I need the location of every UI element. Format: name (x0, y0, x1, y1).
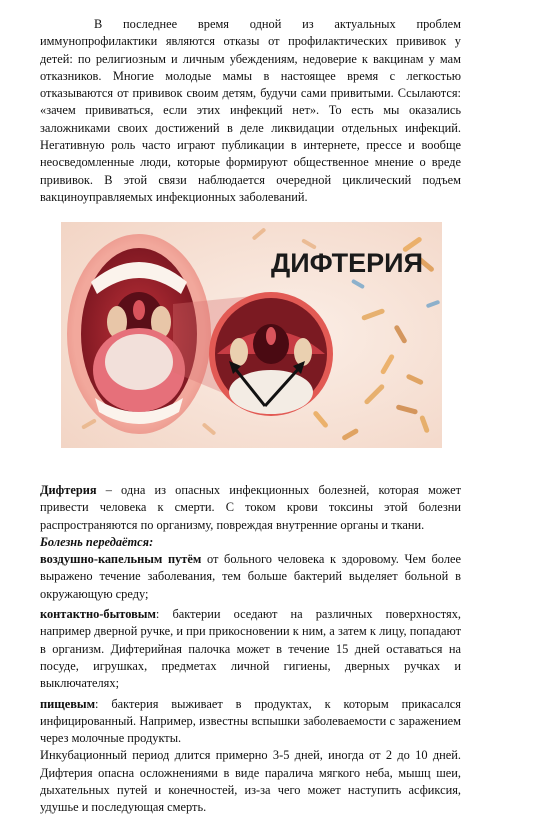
route-food-term: пищевым (40, 696, 96, 711)
route-airborne-text: от больного человека к здоровому. Чем более выражено течение заболевания, тем больше бактерий выделяет больной в окружающую среду; (40, 552, 461, 601)
definition-term: Дифтерия (40, 483, 97, 497)
route-airborne (40, 551, 461, 603)
route-airborne-term: воздушно-капельным путём (40, 552, 202, 567)
intro-paragraph: В последнее время одной из актуальных проблем иммунопрофилактики являются отказы от профилактических прививок у детей: по религиозным и личным убеждениям, недоверие к вакцинам у мам отказников. Многие молодые мамы в настоящее время с легкостью отказываются от прививок своим детям, будучи сами привитыми. Ссылаются: «зачем прививаться, если этих инфекций нет». То есть мы оказались заложниками своих достижений в деле ликвидации отдельных инфекций. Негативную роль часто играют публикации в интернете, прессе и вообще неосведомленные люди, которые формируют общественное мнение о вреде прививок. В этой связи наблюдается очередной циклический подъем вакциноуправляемых инфекционных заболеваний. (40, 17, 461, 204)
definition-paragraph (40, 482, 461, 534)
intro-section (40, 16, 461, 206)
transmission-heading (40, 534, 461, 551)
figure-title: ДИФТЕРИЯ (271, 248, 423, 278)
transmission-heading-text: Болезнь передаётся: (40, 534, 154, 549)
diphtheria-illustration (61, 222, 442, 448)
route-contact-text: : бактерии оседают на различных поверхностях, например дверной ручке, и при прикосновении к ним, а затем к лицу, попадают в организм. Дифтерийная палочка может в течение 15 дней оставаться на посуде, игрушках, предметах личной гигиены, дверных ручках и выключателях; (40, 607, 461, 691)
route-contact (40, 606, 461, 692)
definition-text: – одна из опасных инфекционных болезней, которая может привести человека к смерти. С током крови токсины этой болезни распространяются по организму, повреждая внутренние органы и ткани. (40, 483, 461, 532)
zoom-circle (209, 292, 333, 416)
closing-paragraph: Инкубационный период длится примерно 3-5 дней, иногда от 2 до 10 дней. Дифтерия опасна осложнениями в виде паралича мягкого неба, мышц шеи, дыхательных путей и конечностей, из-за чего может наступить асфиксия, удушье и последующая смерть. (40, 748, 461, 815)
route-contact-term: контактно-бытовым (40, 607, 156, 622)
route-food-text: : бактерия выживает в продуктах, к которым прикасался инфицированный. Например, известны вспышки заболеваемости с заражением через молочные продукты. (40, 696, 461, 746)
disease-description (40, 482, 461, 817)
route-food (40, 696, 461, 748)
